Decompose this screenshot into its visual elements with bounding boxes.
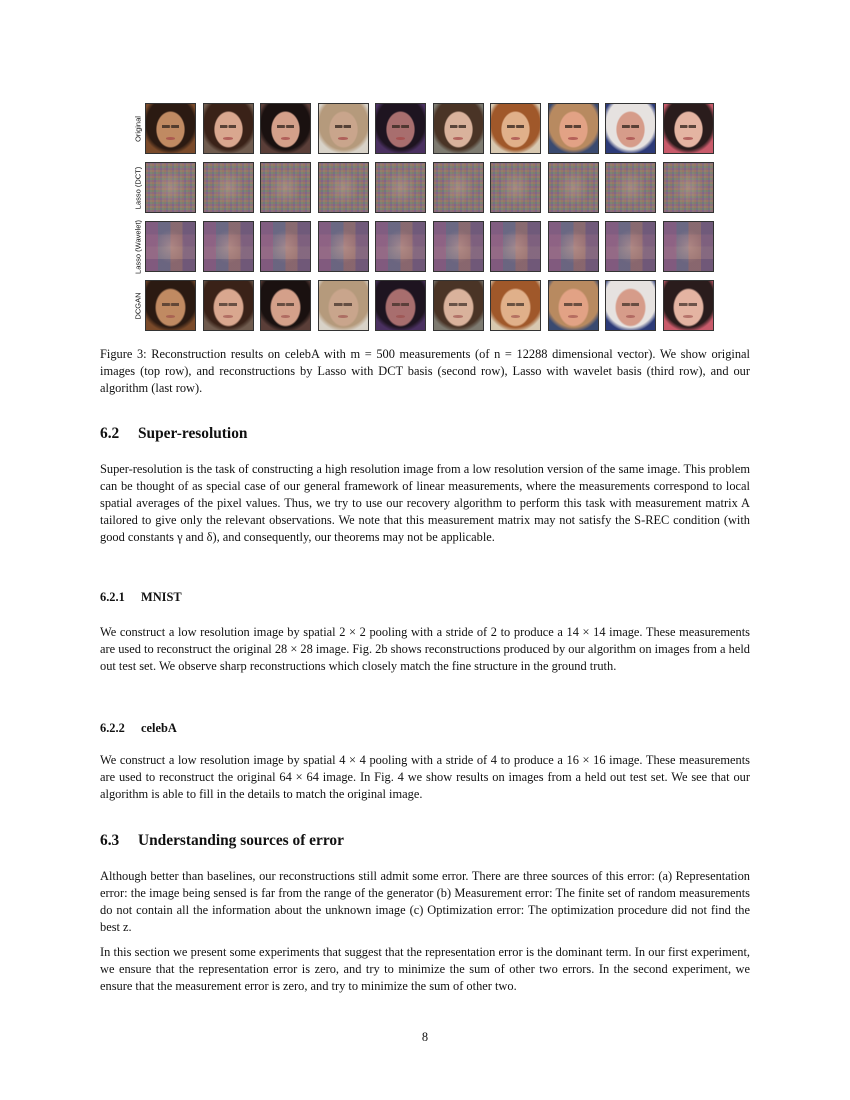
wav-image-10 [663, 221, 714, 272]
figure-caption: Figure 3: Reconstruction results on celebA with m = 500 measurements (of n = 12288 dimensional vector). We show original images (top row), and reconstructions by Lasso with DCT basis (second row), Lasso with wavelet basis (third row), and our algorithm (last row). [100, 347, 750, 395]
orig-image-1 [145, 103, 196, 154]
gan-image-9 [605, 280, 656, 331]
dct-image-5 [375, 162, 426, 213]
figure-row-dct [132, 162, 722, 213]
dct-image-10 [663, 162, 714, 213]
section-title: Super-resolution [138, 425, 248, 442]
row-label: Lasso (Wavelet) [133, 219, 143, 274]
wav-image-4 [318, 221, 369, 272]
orig-image-6 [433, 103, 484, 154]
row-label-wrapper [132, 221, 144, 272]
gan-image-10 [663, 280, 714, 331]
section-number: 6.3 [100, 832, 120, 849]
paragraph-error-sources: Although better than baselines, our reconstructions still admit some error. There are three sources of this error: (a) Representation error: the image being sensed is far from the range of the generator (b) Measurement error: The finite set of random measurements do not contain all the information about the unknown image (c) Optimization error: The optimization procedure did not find the best z. [100, 869, 750, 934]
wav-image-5 [375, 221, 426, 272]
paragraph-super-resolution: Super-resolution is the task of constructing a high resolution image from a low resolution version of the same image. This problem can be thought of as special case of our general framework of linear measurements, where the measurements correspond to local spatial averages of the pixel values. Thus, we try to use our recovery algorithm to perform this task with measurement matrix A tailored to give only the relevant observations. We note that this measurement matrix may not satisfy the S-REC condition (with good constants γ and δ), and consequently, our theorems may not be applicable. [100, 462, 750, 544]
dct-image-2 [203, 162, 254, 213]
row-label-wrapper [132, 103, 144, 154]
paragraph-experiments: In this section we present some experiments that suggest that the representation error is the dominant term. In our first experiment, we ensure that the representation error is zero, and try to minimize the sum of other two errors. In the second experiment, we ensure that the measurement error is zero, and try to minimize the sum of other two. [100, 945, 750, 993]
gan-image-4 [318, 280, 369, 331]
dct-image-8 [548, 162, 599, 213]
paragraph-mnist: We construct a low resolution image by spatial 2 × 2 pooling with a stride of 2 to produce a 14 × 14 image. These measurements are used to reconstruct the original 28 × 28 image. Fig. 2b shows reconstructions produced by our algorithm on images from a held out test set. We observe sharp reconstructions which closely match the fine structure in the ground truth. [100, 625, 750, 673]
orig-image-4 [318, 103, 369, 154]
gan-image-5 [375, 280, 426, 331]
subsection-title: MNIST [141, 590, 182, 604]
subsection-title: celebA [141, 721, 177, 735]
page-number: 8 [421, 1030, 429, 1044]
orig-image-10 [663, 103, 714, 154]
dct-image-7 [490, 162, 541, 213]
row-label-wrapper [132, 280, 144, 331]
wav-image-6 [433, 221, 484, 272]
gan-image-3 [260, 280, 311, 331]
row-label: Lasso (DCT) [133, 166, 143, 209]
wav-image-8 [548, 221, 599, 272]
paragraph-celeba: We construct a low resolution image by spatial 4 × 4 pooling with a stride of 4 to produce a 16 × 16 image. These measurements are used to reconstruct the original 64 × 64 image. In Fig. 4 we show results on images from a held out test set. We see that our algorithm is able to fill in the details to match the original image. [100, 753, 750, 801]
row-label-wrapper [132, 162, 144, 213]
dct-image-9 [605, 162, 656, 213]
subsection-number: 6.2.1 [100, 590, 125, 604]
section-heading-6-3 [100, 832, 344, 850]
row-label: DCGAN [133, 291, 143, 320]
gan-image-7 [490, 280, 541, 331]
gan-image-2 [203, 280, 254, 331]
gan-image-8 [548, 280, 599, 331]
subsection-heading-6-2-1 [100, 590, 182, 605]
wav-image-2 [203, 221, 254, 272]
gan-image-1 [145, 280, 196, 331]
subsection-heading-6-2-2 [100, 721, 177, 736]
figure-row-orig [132, 103, 722, 154]
row-label: Original [133, 115, 143, 142]
orig-image-2 [203, 103, 254, 154]
figure-row-gan [132, 280, 722, 331]
dct-image-1 [145, 162, 196, 213]
subsection-number: 6.2.2 [100, 721, 125, 735]
figure-3 [132, 100, 722, 335]
gan-image-6 [433, 280, 484, 331]
dct-image-4 [318, 162, 369, 213]
dct-image-6 [433, 162, 484, 213]
orig-image-3 [260, 103, 311, 154]
wav-image-9 [605, 221, 656, 272]
wav-image-3 [260, 221, 311, 272]
wav-image-7 [490, 221, 541, 272]
orig-image-8 [548, 103, 599, 154]
orig-image-7 [490, 103, 541, 154]
section-number: 6.2 [100, 425, 120, 442]
dct-image-3 [260, 162, 311, 213]
wav-image-1 [145, 221, 196, 272]
section-heading-6-2 [100, 425, 247, 443]
orig-image-9 [605, 103, 656, 154]
orig-image-5 [375, 103, 426, 154]
section-title: Understanding sources of error [138, 832, 344, 849]
figure-row-wav [132, 221, 722, 272]
